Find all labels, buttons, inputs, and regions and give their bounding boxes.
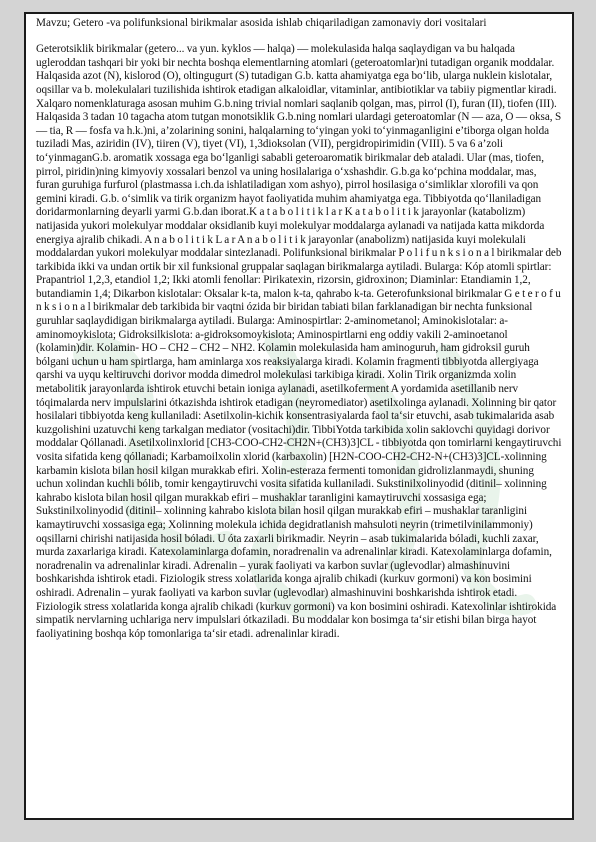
document-page <box>24 12 574 820</box>
document-body: Geterotsiklik birikmalar (getero... va yun. kyklos — halqa) — molekulasida halqa saqlaydigan va bu halqada ugleroddan tashqari bir yoki bir nechta boshqa elementlarning atomlari (geteroatomlar)ni tutadigan organik moddalar. Halqasida azot (N), kislorod (O), oltingugurt (S) tutadigan G.b. katta ahamiyatga ega bo‘lib, ularga nuklein kislotalar, oqsillar va b. molekulalari tuzilishida ishtirok etadigan alkaloidlar, vitaminlar, antibiotiklar va tabiiy pigmentlar kiradi. Xalqaro nomenklaturaga asosan muhim G.b.ning trivial nomlari saqlanib qolgan, mas, pirrol (I), furan (II), tiofen (III). Halqasida 3 tadan 10 tagacha atom tutgan monotsiklik G.b.ning nomlari ulardagi geteroatomlar (N — aza, O — oksa, S — tia, R — fosfa va h.k.)ni, a’zolarining sonini, halqalarning to‘yingan yoki to‘yinmaganligini e’tiborga olgan holda tuziladi Mas, aziridin (IV), tiiren (V), tiyet (VI), 1,3dioksolan (VII), pergidropirimidin (VIII). 5 va 6 a’zoli to‘yinmaganG.b. aromatik xossaga ega bo‘lganligi sababli geteroaromatik birikmalar deb ataladi. Ular (mas, tiofen, pirrol, piridin)ning kimyoviy xossalari benzol va uning hosilalariga o‘xshashdir. G.b.ga ko‘pchina moddalar, mas, furan guruhiga furfurol (plastmassa i.ch.da ishlatiladigan xom ashyo), pirrol hosilasiga o‘simliklar xlorofili va qon gemini kiradi. G.b. o‘simlik va tirik organizm hayot faoliyatida muhim ahamiyatga ega. Tibbiyotda qo‘llaniladigan doridarmonlarning deyarli yarmi G.b.dan iborat.K a t a b o l i t i k l a r K a t a b o l i t i k jarayonlar (katabolizm) natijasida yukori molekulyar moddalar oksidlanib kuyi molekulyar moddalarga aylanadi va natijada katta mikdorda energiya ajralib chikadi. A n a b o l i t i k L a r A n a b o l i t i k jarayonlar (anabolizm) natijasida kuyi molekulali moddalardan yukori molekulyar moddalar sintezlanadi. Polifunksional birikmalar P o l i f u n k s i o n a l birikmalar deb tarkibida ikki va undan ortik bir xil funksional gruppalar saqlagan birikmalarga aytiladi. Bularga: Kóp atomli spirtlar: Prapantriol 1,2,3, etandiol 1,2; Ikki atomli fenollar: Pirikatexin, rizorsin, gidroxinon; Diaminlar: Etandiamin 1,2, butandiamin 1,4; Dikarbon kislotalar: Oksalar k-ta, malon k-ta, qahrabo k-ta. Geterofunksional birikmalar G e t e r o f u n k s i o n a l birikmalar deb tarkibida bir vaqtni ózida bir biridan tabiati bilan farklanadigan bir nechta funksional guruhlar saqlaydidigan birikmalarga aytiladi. Bularga: Aminospirtlar: 2-aminometanol; Aminokislotalar: a-aminomoykislota; Gidroksilkislota: a-gidroksomoykislota; Aminospirtlarni eng oddiy vakili 2-aminoetanol (kolamin)dir. Kolamin- HO – CH2 – CH2 – NH2. Kolamin molekulasida ham aminoguruh, ham gidroksil guruh bólgani uchun u ham spirtlarga, ham aminlarga xos reaksiyalarga kiradi. Kolamin fragmenti tibbiyotda allergiyaga qarshi va uyqu keltiruvchi dorivor modda dimedrol molekulasi tarkibiga kiradi. Xolin Tirik organizmda xolin metabolitik jarayonlarda ishtirok etuvchi betain ioniga aylanadi, asetilkoferment A yordamida asetillanib nerv tóqimalarda nerv impulslarini ótkazishda ishtirok etadigan (neyromediator) asetilxolinga aylanadi. Xolinning bir qator hosilalari tibbiyotda keng kullaniladi: Asetilxolin-kichik konsentrasiyalarda faol ta‘sir etuvchi, asab tukimalarida asab kuzgolishini uzatuvchi keng tarkalgan mediator (vositachi)dir. TibbiYotda tarkibida xolin saklovchi quyidagi dorivor moddalar Qóllanadi. Asetilxolinxlorid [CH3-COO-CH2-CH2N+(CH3)3]CL - tibbiyotda qon tomirlarni kengaytiruvchi vosita sifatida keng qóllanadi; Karbamoilxolin xlorid (karbaxolin) [H2N-COO-CH2-CH2-N+(CH3)3]CL-xolinning karbamin kislota bilan hosil kilgan murakkab efiri. Xolin-esteraza fermenti tomonidan gidrolizlanmaydi, shuning uchun xolindan kuchli bólib, tomir kengaytiruvchi vosita sifatida kullaniladi. Sukstinilxolinyodid (ditinil– xolinning kahrabo kislota bilan hosil qilgan murakkab efiri – mushaklar taranligini kamaytiruvchi xossasiga ega; Sukstinilxolinyodid (ditinil– xolinning kahrabo kislota bilan hosil qilgan murakkab efiri – mushaklar taranligini kamaytiruvchi xossasiga ega; Xolinning molekula ichida degidratlanish mahsuloti neyrin (trimetilvinilammoniy) oqsillarni chirishi natijasida hosil bóladi. U óta zaxarli birikmadir. Neyrin – asab tukimalarida bóladi, kuchli zaxar, murda zaxarlariga kiradi. Katexolaminlarga dofamin, noradrenalin va adrenalinlar kiradi. Katexolaminlarga dofamin, noradrenalin va adrenalinlar kiradi. Adrenalin – yurak faoliyati va karbon suvlar (uglevodlar) almashinuvini boshkarishda ishtirok etadi. Fiziologik stress xolatlarida konga ajralib chikadi (kurkuv gormoni) va kon bosimini oshiradi. Adrenalin – yurak faoliyati va karbon suvlar (uglevodlar) almashinuvini boshkarishda ishtirok etadi. Fiziologik stress xolatlarida konga ajralib chikadi (kurkuv gormoni) va kon bosimini oshiradi. Katexolinlar ishtirokida simpatik nervlarning uchlariga nerv impulslari ótkaziladi. Bu moddalar kon bosimga ta‘sir etishi bilan birga hayot faoliyatining boshqa kóp tomonlariga ta‘sir etadi. adrenalinlar kiradi. <box>36 43 562 640</box>
document-title: Mavzu; Getero -va polifunksional birikmalar asosida ishlab chiqariladigan zamonaviy dori vositalari <box>36 17 487 29</box>
